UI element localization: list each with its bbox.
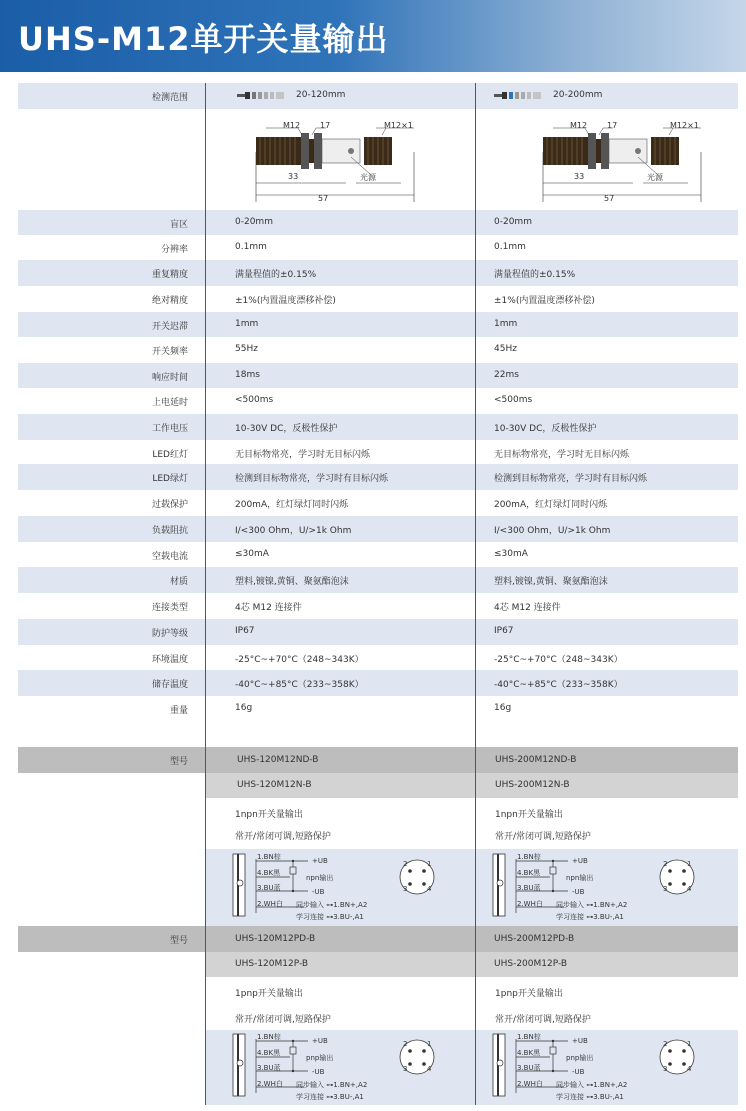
spec-label: 响应时间 (151, 373, 188, 383)
spec-row (18, 645, 738, 670)
learn-connection: 学习连接 ⊶3.BU-,A1 (296, 1093, 364, 1101)
spec-value-1: 4芯 M12 连接件 (235, 603, 302, 613)
npn-mode-2: 常开/常闭可调,短路保护 (495, 832, 591, 842)
spec-value-2: 200mA，红灯绿灯同时闪烁 (494, 500, 608, 510)
dim-thread: M12 (570, 121, 588, 130)
range-row (18, 83, 738, 109)
pin-label: 3 (403, 885, 408, 893)
wire-blue: 3.BU蓝 (257, 884, 281, 892)
learn-connection: 学习连接 ⊶3.BU-,A1 (296, 913, 364, 921)
beam-icon (237, 91, 287, 101)
wire-brown: 1.BN棕 (517, 853, 541, 861)
spec-row (18, 670, 738, 696)
wire-white: 2.WH白 (517, 900, 543, 908)
sync-input: 同步输入 ⊶1.BN+,A2 (556, 1081, 628, 1089)
supply-plus: +UB (312, 857, 328, 865)
pin-label: 2 (403, 860, 408, 868)
npn-model-1b: UHS-120M12N-B (237, 780, 312, 790)
spec-row (18, 567, 738, 593)
spec-label: 绝对精度 (151, 296, 188, 306)
pnp-model-label: 型号 (170, 936, 189, 946)
spec-label: 开关迟滞 (151, 322, 188, 332)
spec-value-2: 检测到目标物常亮，学习时有目标闪烁 (494, 474, 648, 484)
pnp-model-2a: UHS-200M12PD-B (494, 934, 575, 944)
pnp-model-row-b (205, 952, 738, 977)
column-divider (475, 83, 476, 1105)
spec-label: 重量 (169, 706, 188, 716)
pnp-model-row-a (18, 926, 738, 952)
supply-minus: -UB (312, 888, 325, 896)
pin-label: 4 (687, 885, 692, 893)
supply-minus: -UB (572, 888, 585, 896)
spec-label: 开关频率 (151, 347, 188, 357)
title-banner (0, 0, 746, 72)
spec-row (18, 593, 738, 619)
sync-input: 同步输入 ⊶1.BN+,A2 (296, 901, 368, 909)
spec-value-2: 4芯 M12 连接件 (494, 603, 561, 613)
spec-label: 盲区 (169, 220, 188, 230)
spec-row (18, 440, 738, 464)
wire-black: 4.BK黑 (257, 869, 281, 877)
spec-value-1: 200mA，红灯绿灯同时闪烁 (235, 500, 349, 510)
npn-model-label: 型号 (170, 757, 189, 767)
spec-value-2: 0.1mm (494, 242, 526, 252)
spec-label: LED红灯 (152, 450, 188, 460)
learn-connection: 学习连接 ⊶3.BU-,A1 (556, 1093, 624, 1101)
npn-wiring-diagram (492, 851, 732, 921)
spec-row (18, 363, 738, 388)
supply-plus: +UB (572, 1037, 588, 1045)
signal-output: npn输出 (306, 874, 334, 882)
npn-output-2: 1npn开关量输出 (495, 810, 563, 820)
spec-label: 工作电压 (151, 424, 188, 434)
pin-label: 4 (427, 1065, 432, 1073)
page-title: UHS-M12单开关量输出 (18, 20, 389, 58)
npn-model-2a: UHS-200M12ND-B (495, 755, 577, 765)
wire-white: 2.WH白 (257, 900, 283, 908)
wire-black: 4.BK黑 (257, 1049, 281, 1057)
sync-input: 同步输入 ⊶1.BN+,A2 (556, 901, 628, 909)
dim-thread-length: 33 (574, 172, 585, 181)
pnp-model-2b: UHS-200M12P-B (494, 959, 568, 969)
spec-label: 防护等级 (151, 629, 188, 639)
spec-row (18, 516, 738, 542)
spec-label: 储存温度 (151, 680, 188, 690)
dim-thread-length: 33 (288, 172, 299, 181)
range-v1: 20-120mm (296, 90, 346, 100)
pin-label: 3 (663, 885, 668, 893)
learn-connection: 学习连接 ⊶3.BU-,A1 (556, 913, 624, 921)
pnp-mode-1: 常开/常闭可调,短路保护 (235, 1015, 331, 1025)
spec-row (18, 414, 738, 440)
sensor-drawing-2 (533, 117, 723, 207)
spec-value-2: 1mm (494, 319, 518, 329)
dimension-row (18, 109, 738, 210)
pin-label: 2 (663, 1040, 668, 1048)
pin-label: 1 (687, 860, 692, 868)
spec-value-2: 无目标物常亮，学习时无目标闪烁 (494, 450, 630, 460)
pin-label: 3 (663, 1065, 668, 1073)
range-label: 检测范围 (151, 93, 188, 103)
npn-model-1a: UHS-120M12ND-B (237, 755, 319, 765)
spec-value-2: IP67 (494, 626, 514, 636)
npn-mode-1: 常开/常闭可调,短路保护 (235, 832, 331, 842)
spec-label: 重复精度 (151, 270, 188, 280)
spec-label: 过载保护 (151, 500, 188, 510)
wire-brown: 1.BN棕 (517, 1033, 541, 1041)
sensor-drawing-1 (246, 117, 436, 207)
npn-model-row-b (205, 773, 738, 798)
wire-blue: 3.BU蓝 (257, 1064, 281, 1072)
pnp-model-1b: UHS-120M12P-B (235, 959, 309, 969)
spec-table (18, 210, 738, 722)
pin-label: 3 (403, 1065, 408, 1073)
spec-label: 上电延时 (151, 398, 188, 408)
pnp-wiring-diagram (492, 1031, 732, 1101)
pin-label: 4 (687, 1065, 692, 1073)
pin-label: 2 (403, 1040, 408, 1048)
dim-total: 57 (604, 194, 615, 203)
npn-output-1: 1npn开关量输出 (235, 810, 303, 820)
spec-value-1: I/<300 Ohm，U/>1k Ohm (235, 526, 352, 536)
spec-row (18, 464, 738, 490)
spec-row (18, 235, 738, 260)
spec-value-1: 无目标物常亮，学习时无目标闪烁 (235, 450, 371, 460)
spec-value-2: ≤30mA (494, 549, 528, 559)
wire-black: 4.BK黑 (517, 869, 541, 877)
signal-output: pnp输出 (306, 1054, 334, 1062)
wire-brown: 1.BN棕 (257, 853, 281, 861)
spec-row (18, 260, 738, 286)
signal-output: npn输出 (566, 874, 594, 882)
spec-row (18, 286, 738, 312)
spec-value-2: 满量程值的±0.15% (494, 270, 576, 280)
spec-value-1: IP67 (235, 626, 255, 636)
spec-row (18, 619, 738, 645)
spec-value-2: ±1%(内置温度漂移补偿) (494, 296, 595, 306)
supply-minus: -UB (572, 1068, 585, 1076)
spec-value-2: 16g (494, 703, 512, 713)
spec-value-2: 22ms (494, 370, 519, 380)
spec-value-2: 0-20mm (494, 217, 532, 227)
spec-value-2: I/<300 Ohm，U/>1k Ohm (494, 526, 611, 536)
dim-nut: 17 (607, 121, 618, 130)
spec-row (18, 542, 738, 567)
pnp-model-1a: UHS-120M12PD-B (235, 934, 316, 944)
column-divider (205, 83, 206, 1105)
wire-brown: 1.BN棕 (257, 1033, 281, 1041)
spec-value-2: -40°C~+85°C（233~358K） (494, 680, 623, 690)
pnp-output-1: 1pnp开关量输出 (235, 989, 303, 999)
wire-blue: 3.BU蓝 (517, 884, 541, 892)
range-v2: 20-200mm (553, 90, 603, 100)
spec-row (18, 337, 738, 363)
spec-label: 分辨率 (160, 245, 188, 255)
spec-label: 材质 (169, 577, 188, 587)
dim-connector: M12×1 (384, 121, 413, 130)
spec-value-1: 10-30V DC，反极性保护 (235, 424, 338, 434)
supply-minus: -UB (312, 1068, 325, 1076)
spec-value-1: -40°C~+85°C（233~358K） (235, 680, 364, 690)
dim-light-source: 光源 (360, 173, 376, 182)
spec-label: LED绿灯 (152, 474, 188, 484)
spec-value-1: ±1%(内置温度漂移补偿) (235, 296, 336, 306)
spec-value-1: 0.1mm (235, 242, 267, 252)
dim-connector: M12×1 (670, 121, 699, 130)
spec-label: 连接类型 (151, 603, 188, 613)
dim-nut: 17 (320, 121, 331, 130)
pin-label: 4 (427, 885, 432, 893)
dim-total: 57 (318, 194, 329, 203)
dim-light-source: 光源 (647, 173, 663, 182)
spec-value-1: 满量程值的±0.15% (235, 270, 317, 280)
spec-row (18, 490, 738, 516)
spec-value-1: 1mm (235, 319, 259, 329)
supply-plus: +UB (312, 1037, 328, 1045)
spec-value-2: <500ms (494, 395, 533, 405)
sync-input: 同步输入 ⊶1.BN+,A2 (296, 1081, 368, 1089)
spec-value-1: 检测到目标物常亮，学习时有目标闪烁 (235, 474, 389, 484)
spec-value-2: 10-30V DC，反极性保护 (494, 424, 597, 434)
wire-black: 4.BK黑 (517, 1049, 541, 1057)
wire-white: 2.WH白 (257, 1080, 283, 1088)
pin-label: 1 (427, 860, 432, 868)
spec-row (18, 696, 738, 722)
npn-wiring-diagram (232, 851, 472, 921)
signal-output: pnp输出 (566, 1054, 594, 1062)
wire-blue: 3.BU蓝 (517, 1064, 541, 1072)
spec-value-2: 塑料,镀镍,黄铜、聚氨酯泡沫 (494, 577, 608, 587)
spec-value-1: -25°C~+70°C（248~343K） (235, 655, 364, 665)
npn-model-2b: UHS-200M12N-B (495, 780, 570, 790)
beam-icon (494, 91, 544, 101)
npn-model-row-a (18, 747, 738, 773)
spec-value-1: ≤30mA (235, 549, 269, 559)
spec-value-2: -25°C~+70°C（248~343K） (494, 655, 623, 665)
supply-plus: +UB (572, 857, 588, 865)
pnp-output-2: 1pnp开关量输出 (495, 989, 563, 999)
spec-row (18, 210, 738, 235)
pnp-mode-2: 常开/常闭可调,短路保护 (495, 1015, 591, 1025)
pnp-wiring-diagram (232, 1031, 472, 1101)
spec-value-1: 0-20mm (235, 217, 273, 227)
spec-label: 空载电流 (151, 552, 188, 562)
spec-value-2: 45Hz (494, 344, 517, 354)
spec-label: 负载阻抗 (151, 526, 188, 536)
spec-value-1: 16g (235, 703, 253, 713)
spec-row (18, 312, 738, 337)
wire-white: 2.WH白 (517, 1080, 543, 1088)
spec-value-1: 18ms (235, 370, 260, 380)
pin-label: 1 (687, 1040, 692, 1048)
spec-label: 环境温度 (151, 655, 188, 665)
spec-value-1: 55Hz (235, 344, 258, 354)
pin-label: 2 (663, 860, 668, 868)
spec-row (18, 388, 738, 414)
spec-value-1: 塑料,镀镍,黄铜、聚氨酯泡沫 (235, 577, 349, 587)
spec-value-1: <500ms (235, 395, 274, 405)
pin-label: 1 (427, 1040, 432, 1048)
dim-thread: M12 (283, 121, 301, 130)
